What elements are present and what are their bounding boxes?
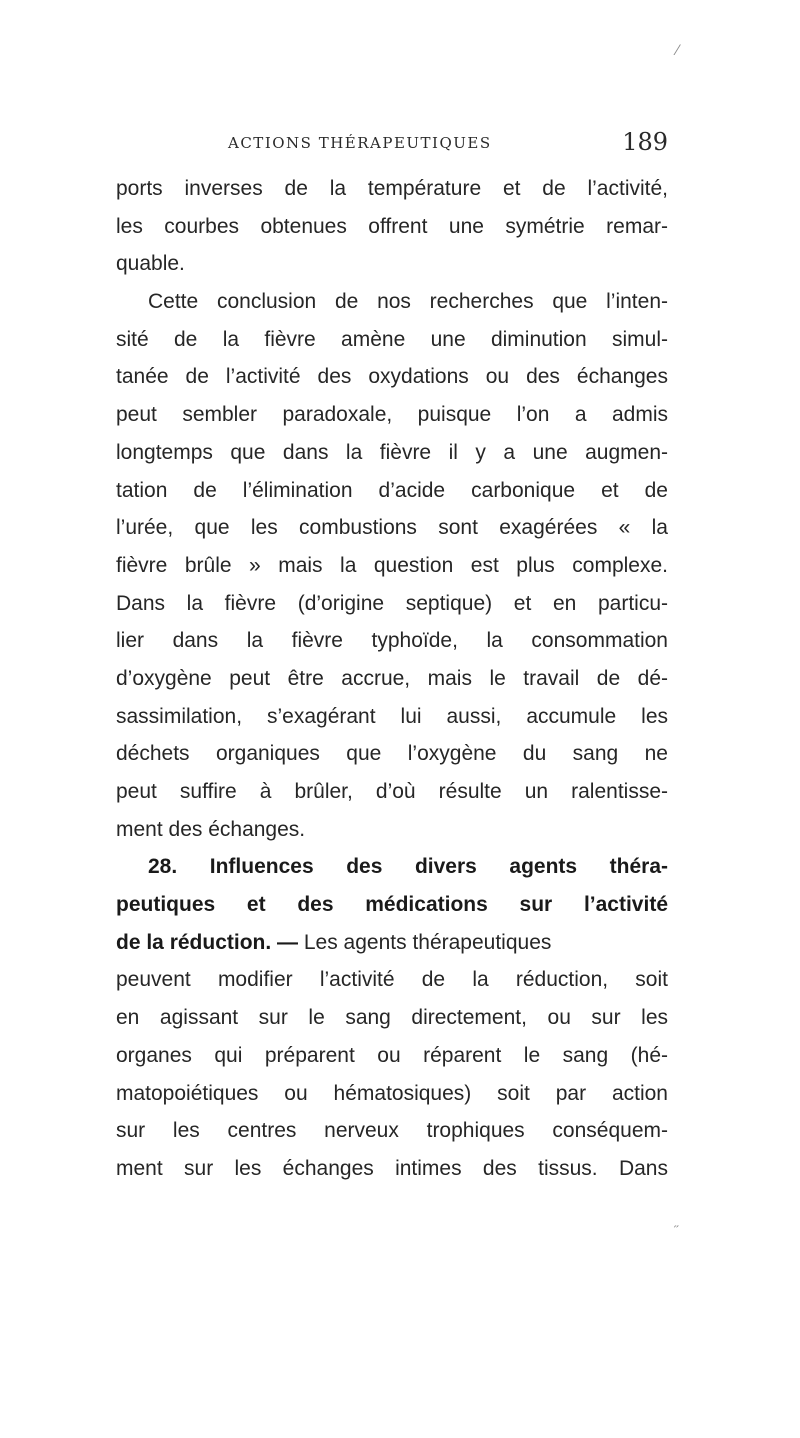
text-line: matopoiétiques ou hématosiques) soit par action (116, 1081, 668, 1105)
text-line: ports inverses de la température et de l’activité, (116, 177, 668, 200)
text-line: les courbes obtenues offrent une symétrie remar- (116, 214, 668, 238)
text-line: tation de l’élimination d’acide carbonique et de (116, 478, 668, 502)
body-text (116, 170, 668, 1188)
top-speck-mark: ⁄ (676, 43, 679, 59)
text-line: Cette conclusion de nos recherches que l’inten- (148, 290, 668, 314)
text-line: lier dans la fièvre typhoïde, la consommation (116, 629, 668, 653)
text-line: ment des échanges. (116, 817, 306, 841)
text-line: en agissant sur le sang directement, ou sur les (116, 1006, 668, 1030)
section-heading-line: 28. Influences des divers agents théra- (148, 855, 668, 879)
text-line: organes qui préparent ou réparent le sang (hé- (116, 1043, 668, 1067)
text-line: peut sembler paradoxale, puisque l’on a admis (116, 403, 668, 427)
text-line: Dans la fièvre (d’origine septique) et en particu- (116, 591, 668, 615)
text-line: fièvre brûle » mais la question est plus complexe. (116, 553, 668, 577)
page-header (228, 128, 668, 162)
text-line: peuvent modifier l’activité de la réduction, soit (116, 968, 668, 992)
text-line: déchets organiques que l’oxygène du sang ne (116, 742, 668, 766)
text-line: sassimilation, s’exagérant lui aussi, accumule les (116, 704, 668, 728)
text-line-mixed (116, 924, 668, 962)
text-line: ment sur les échanges intimes des tissus. Dans (116, 1156, 668, 1180)
page-number: 189 (622, 128, 668, 156)
text-line: sur les centres nerveux trophiques conséquem- (116, 1119, 668, 1143)
text-line: tanée de l’activité des oxydations ou des échanges (116, 365, 668, 389)
section-heading-end: de la réduction. — (116, 930, 299, 954)
bottom-speck-mark: ˶ (674, 1217, 679, 1233)
text-line: l’urée, que les combustions sont exagérées « la (116, 516, 668, 540)
text-line: quable. (116, 252, 185, 276)
text-line: sité de la fièvre amène une diminution simul- (116, 327, 668, 351)
text-line: longtemps que dans la fièvre il y a une augmen- (116, 440, 668, 464)
text-line: peut suffire à brûler, d’où résulte un ralentisse- (116, 780, 668, 803)
text-line: d’oxygène peut être accrue, mais le travail de dé- (116, 666, 668, 690)
running-title: ACTIONS THÉRAPEUTIQUES (228, 134, 492, 152)
section-heading-line: peutiques et des médications sur l’activité (116, 893, 668, 917)
section-text-start: Les agents thérapeutiques (298, 930, 552, 954)
